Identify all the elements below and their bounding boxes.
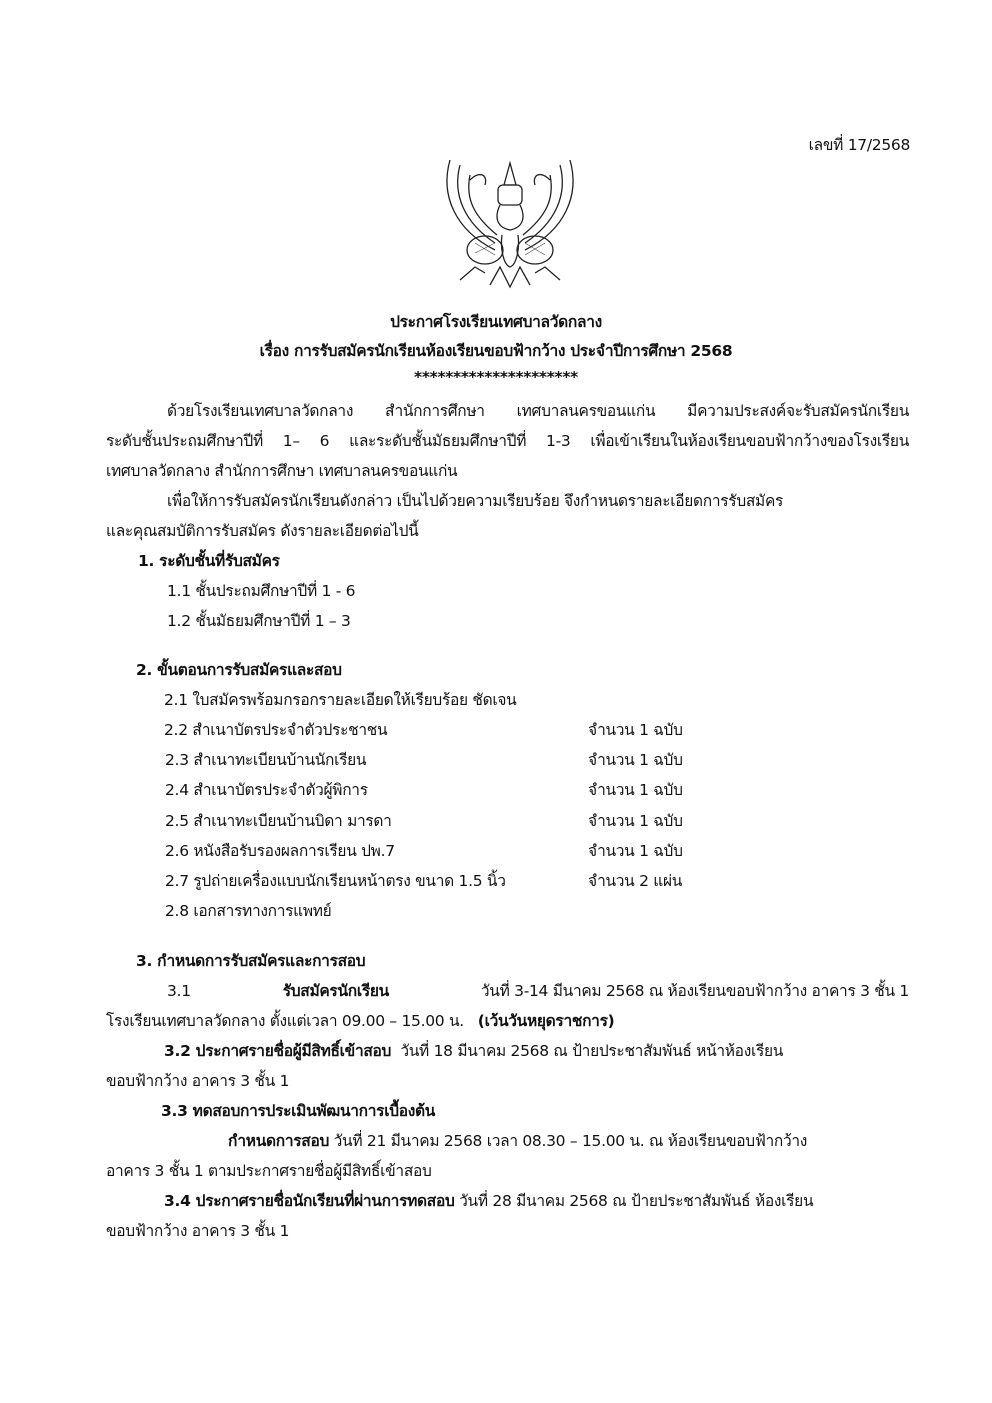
- schedule-3-3-line2: อาคาร 3 ชั้น 1 ตามประกาศรายชื่อผู้มีสิทธิ์เข้าสอบ: [106, 1162, 432, 1180]
- schedule-label: รับสมัครนักเรียน: [282, 982, 389, 1000]
- schedule-note: (เว้นวันหยุดราชการ): [477, 1012, 615, 1030]
- schedule-label: 3.2 ประกาศรายชื่อผู้มีสิทธิ์เข้าสอบ: [164, 1042, 392, 1060]
- garuda-emblem-icon: [440, 155, 580, 290]
- section-3-heading: 3. กำหนดการรับสมัครและการสอบ: [136, 952, 366, 970]
- schedule-3-3-line: [228, 1130, 807, 1152]
- intro-paragraph-line: เพื่อให้การรับสมัครนักเรียนดังกล่าว เป็นไปด้วยความเรียบร้อย จึงกำหนดรายละเอียดการรับสมัคร: [167, 492, 784, 510]
- schedule-detail: วันที่ 3-14 มีนาคม 2568 ณ ห้องเรียนขอบฟ้ากว้าง อาคาร 3 ชั้น 1: [480, 982, 909, 1000]
- item-quantity: จำนวน 2 แผ่น: [588, 872, 683, 890]
- schedule-3-4-line2: ขอบฟ้ากว้าง อาคาร 3 ชั้น 1: [106, 1222, 290, 1240]
- section-2-item: 2.6 หนังสือรับรองผลการเรียน ปพ.7: [165, 842, 395, 860]
- schedule-3-1-line2: [106, 1010, 614, 1032]
- announcement-title: ประกาศโรงเรียนเทศบาลวัดกลาง: [390, 313, 602, 331]
- section-2-item: 2.7 รูปถ่ายเครื่องแบบนักเรียนหน้าตรง ขนาด 1.5 นิ้ว: [165, 872, 506, 890]
- section-1-heading: 1. ระดับชั้นที่รับสมัคร: [138, 552, 280, 570]
- section-2-heading: 2. ขั้นตอนการรับสมัครและสอบ: [136, 661, 342, 679]
- section-2-item: 2.1 ใบสมัครพร้อมกรอกรายละเอียดให้เรียบร้อย ชัดเจน: [164, 691, 517, 709]
- schedule-detail: วันที่ 28 มีนาคม 2568 ณ ป้ายประชาสัมพันธ์ ห้องเรียน: [459, 1192, 814, 1210]
- section-2-item: 2.4 สำเนาบัตรประจำตัวผู้พิการ: [165, 781, 368, 799]
- section-1-item: 1.1 ชั้นประถมศึกษาปีที่ 1 - 6: [167, 582, 356, 600]
- schedule-3-4-line: [164, 1190, 813, 1212]
- announcement-subject: เรื่อง การรับสมัครนักเรียนห้องเรียนขอบฟ้ากว้าง ประจำปีการศึกษา 2568: [259, 342, 733, 360]
- schedule-3-3-heading: 3.3 ทดสอบการประเมินพัฒนาการเบื้องต้น: [161, 1102, 436, 1120]
- item-quantity: จำนวน 1 ฉบับ: [588, 781, 683, 799]
- separator-stars: *********************: [414, 368, 578, 386]
- intro-paragraph-line: เทศบาลวัดกลาง สำนักการศึกษา เทศบาลนครขอนแก่น: [106, 462, 458, 480]
- item-quantity: จำนวน 1 ฉบับ: [588, 721, 683, 739]
- document-number: เลขที่ 17/2568: [808, 136, 910, 154]
- schedule-3-2-line: [164, 1040, 783, 1062]
- intro-paragraph-line: ด้วยโรงเรียนเทศบาลวัดกลาง สำนักการศึกษา เทศบาลนครขอนแก่น มีความประสงค์จะรับสมัครนักเรียน: [167, 402, 909, 420]
- schedule-detail: โรงเรียนเทศบาลวัดกลาง ตั้งแต่เวลา 09.00 – 15.00 น.: [106, 1012, 464, 1030]
- schedule-detail: วันที่ 21 มีนาคม 2568 เวลา 08.30 – 15.00 น. ณ ห้องเรียนขอบฟ้ากว้าง: [333, 1132, 808, 1150]
- item-quantity: จำนวน 1 ฉบับ: [588, 812, 683, 830]
- section-2-item: 2.3 สำเนาทะเบียนบ้านนักเรียน: [165, 751, 367, 769]
- intro-paragraph-line: ระดับชั้นประถมศึกษาปีที่ 1– 6 และระดับชั้นมัธยมศึกษาปีที่ 1-3 เพื่อเข้าเรียนในห้องเรียนขอบฟ้ากว้างของโรงเรียน: [106, 432, 909, 450]
- schedule-3-1-line: [167, 980, 909, 1002]
- section-2-item: 2.2 สำเนาบัตรประจำตัวประชาชน: [164, 721, 388, 739]
- schedule-detail: วันที่ 18 มีนาคม 2568 ณ ป้ายประชาสัมพันธ์ หน้าห้องเรียน: [400, 1042, 784, 1060]
- section-2-item: 2.8 เอกสารทางการแพทย์: [165, 902, 332, 920]
- schedule-number: 3.1: [167, 982, 191, 1000]
- schedule-label: กำหนดการสอบ: [228, 1132, 329, 1150]
- schedule-3-2-line2: ขอบฟ้ากว้าง อาคาร 3 ชั้น 1: [106, 1072, 290, 1090]
- item-quantity: จำนวน 1 ฉบับ: [588, 842, 683, 860]
- item-quantity: จำนวน 1 ฉบับ: [588, 751, 683, 769]
- section-2-item: 2.5 สำเนาทะเบียนบ้านบิดา มารดา: [165, 812, 392, 830]
- intro-paragraph-line: และคุณสมบัติการรับสมัคร ดังรายละเอียดต่อไปนี้: [106, 522, 419, 540]
- schedule-label: 3.4 ประกาศรายชื่อนักเรียนที่ผ่านการทดสอบ: [164, 1192, 455, 1210]
- section-1-item: 1.2 ชั้นมัธยมศึกษาปีที่ 1 – 3: [167, 612, 351, 630]
